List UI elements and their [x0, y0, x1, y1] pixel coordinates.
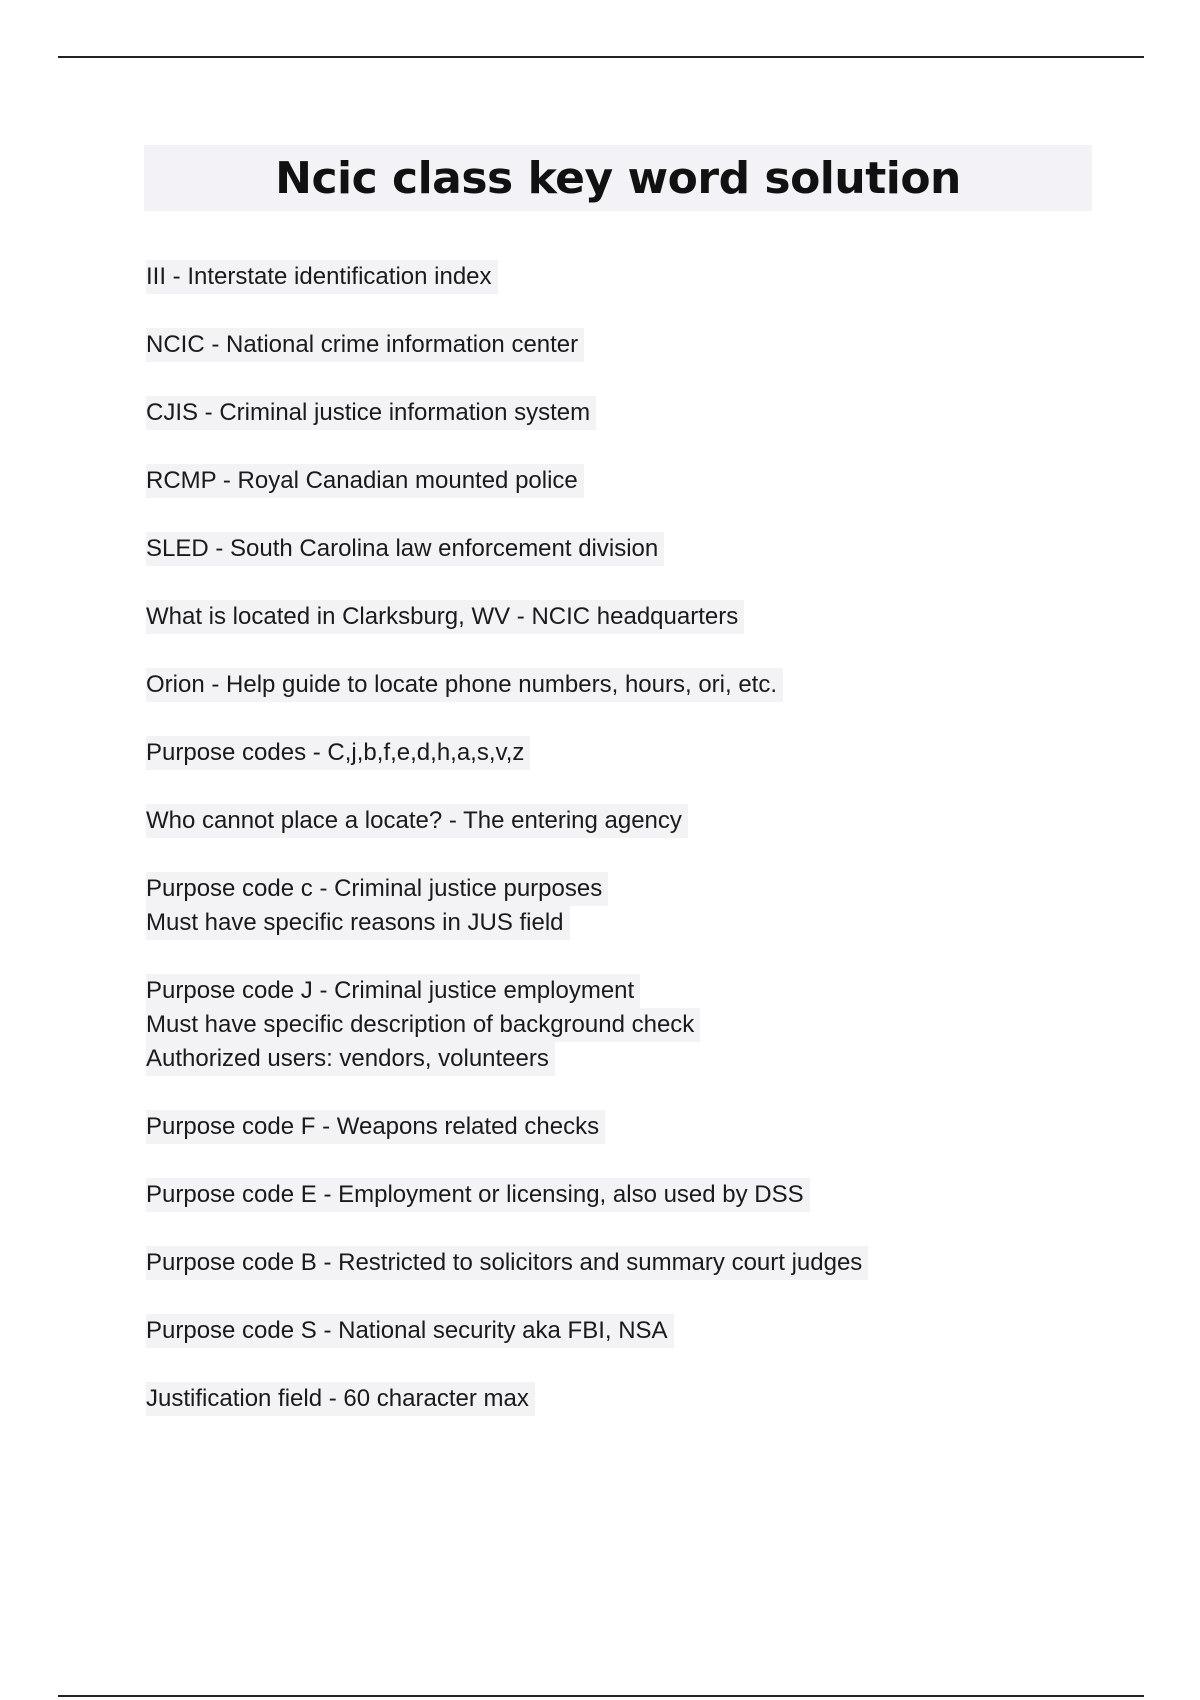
entry-line: Must have specific description of background check: [146, 1008, 700, 1042]
entry-line: Purpose code c - Criminal justice purposes: [146, 872, 608, 906]
entry-line: RCMP - Royal Canadian mounted police: [146, 464, 584, 498]
entry-line: What is located in Clarksburg, WV - NCIC headquarters: [146, 600, 744, 634]
header-rule: [58, 56, 1144, 58]
keyword-list: [146, 260, 1126, 1450]
keyword-entry: [146, 532, 1126, 566]
keyword-entry: [146, 1110, 1126, 1144]
entry-line: Purpose code E - Employment or licensing, also used by DSS: [146, 1178, 810, 1212]
entry-line: NCIC - National crime information center: [146, 328, 584, 362]
entry-line: Orion - Help guide to locate phone numbers, hours, ori, etc.: [146, 668, 783, 702]
entry-line: Justification field - 60 character max: [146, 1382, 535, 1416]
entry-line: Must have specific reasons in JUS field: [146, 906, 570, 940]
entry-line: Purpose code F - Weapons related checks: [146, 1110, 605, 1144]
keyword-entry: [146, 328, 1126, 362]
entry-line: CJIS - Criminal justice information system: [146, 396, 596, 430]
keyword-entry: [146, 1314, 1126, 1348]
entry-line: SLED - South Carolina law enforcement division: [146, 532, 664, 566]
keyword-entry: [146, 1382, 1126, 1416]
keyword-entry: [146, 1178, 1126, 1212]
keyword-entry: [146, 974, 1126, 1076]
keyword-entry: [146, 1246, 1126, 1280]
keyword-entry: [146, 668, 1126, 702]
entry-line: III - Interstate identification index: [146, 260, 498, 294]
keyword-entry: [146, 464, 1126, 498]
keyword-entry: [146, 600, 1126, 634]
keyword-entry: [146, 396, 1126, 430]
entry-line: Purpose code S - National security aka FBI, NSA: [146, 1314, 674, 1348]
page-title: Ncic class key word solution: [275, 152, 961, 204]
entry-line: Authorized users: vendors, volunteers: [146, 1042, 555, 1076]
entry-line: Purpose codes - C,j,b,f,e,d,h,a,s,v,z: [146, 736, 530, 770]
keyword-entry: [146, 872, 1126, 940]
keyword-entry: [146, 736, 1126, 770]
entry-line: Who cannot place a locate? - The entering agency: [146, 804, 688, 838]
entry-line: Purpose code B - Restricted to solicitors and summary court judges: [146, 1246, 868, 1280]
keyword-entry: [146, 260, 1126, 294]
title-band: [144, 145, 1092, 211]
keyword-entry: [146, 804, 1126, 838]
footer-rule: [58, 1695, 1144, 1697]
entry-line: Purpose code J - Criminal justice employment: [146, 974, 640, 1008]
